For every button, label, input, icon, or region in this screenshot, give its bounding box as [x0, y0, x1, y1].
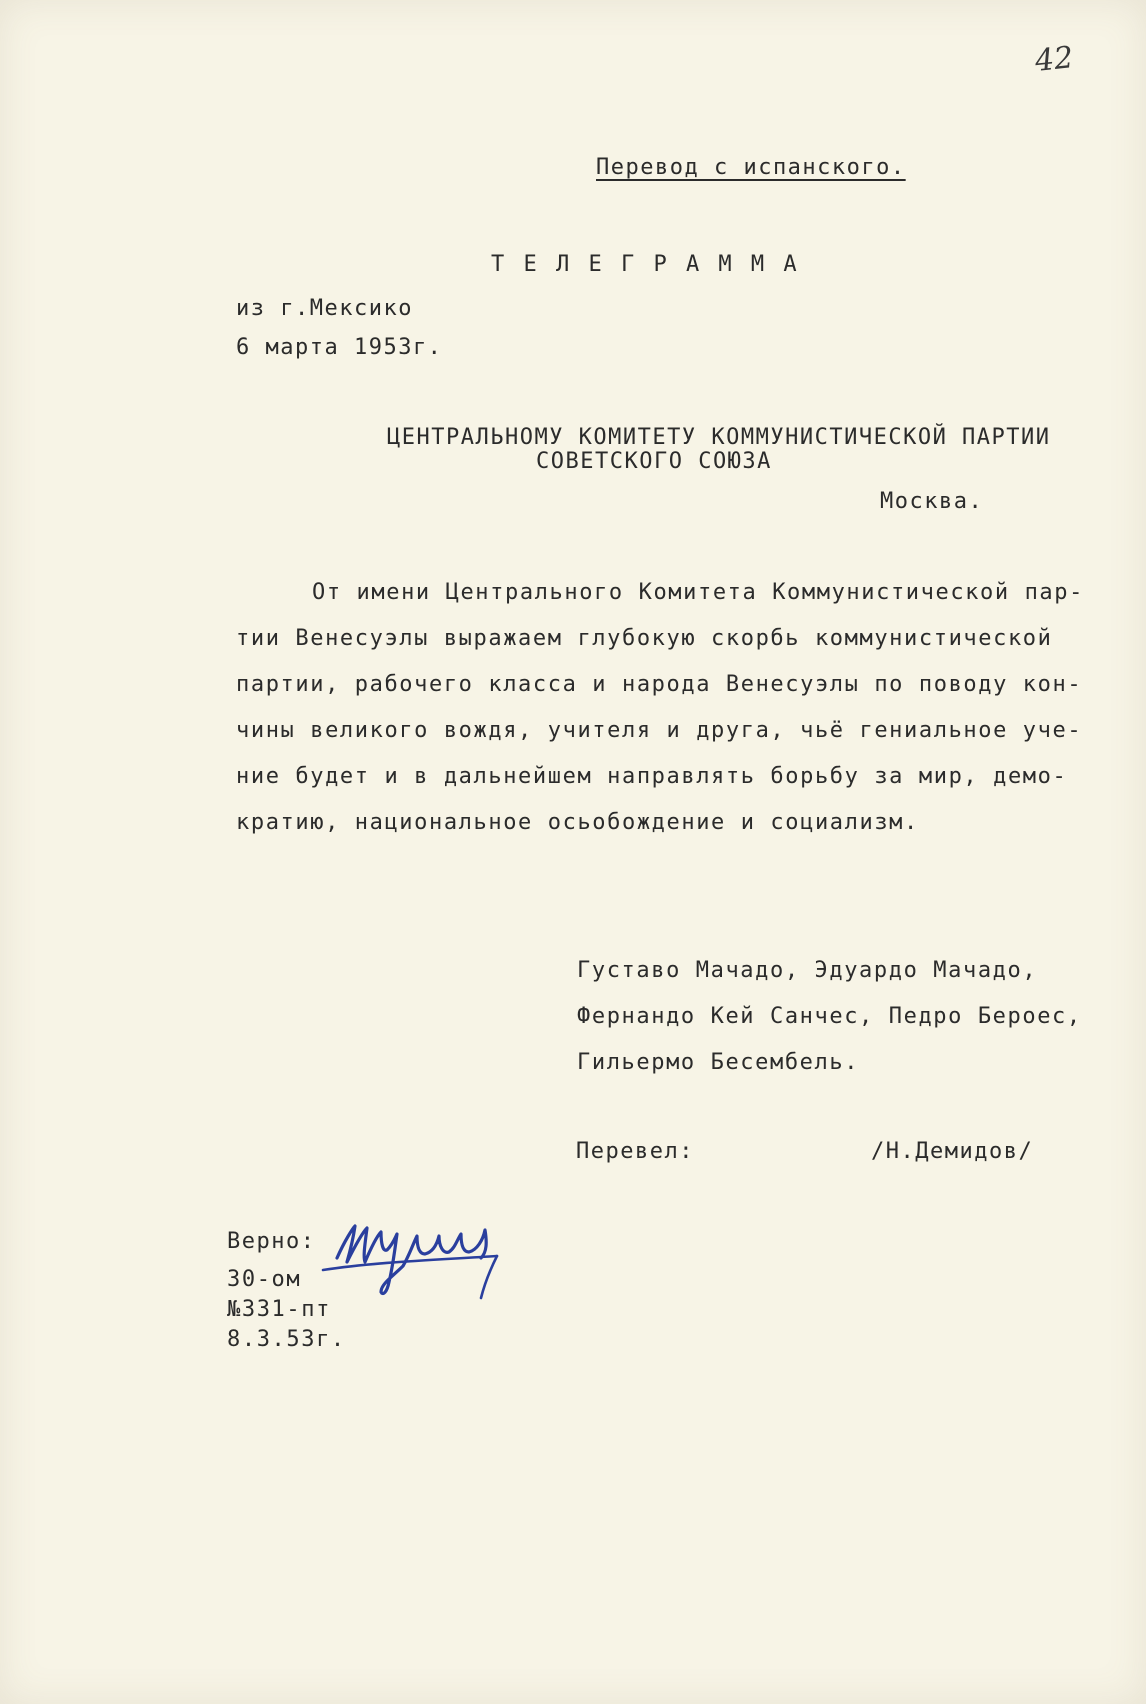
addressee-city: Москва.	[880, 489, 984, 514]
handwritten-signature	[315, 1200, 525, 1310]
certification-copies: 30-ом	[227, 1267, 302, 1292]
archive-page-number: 42	[1033, 40, 1075, 79]
telegram-date: 6 марта 1953г.	[236, 335, 443, 360]
signatory-line: Густаво Мачадо, Эдуардо Мачадо,	[577, 958, 1038, 983]
signatory-line: Гильермо Бесембель.	[577, 1050, 860, 1075]
body-line: кратию, национальное осьобождение и социализм.	[236, 810, 919, 835]
telegram-origin: из г.Мексико	[236, 296, 413, 321]
certification-label: Верно:	[227, 1229, 316, 1254]
certification-reference: №331-пт	[227, 1297, 331, 1322]
translator-label: Перевел:	[576, 1139, 694, 1164]
body-line: партии, рабочего класса и народа Венесуэлы по поводу кон-	[236, 672, 1083, 697]
body-line: чины великого вождя, учителя и друга, чьё гениальное уче-	[236, 718, 1083, 743]
translator-name: /Н.Демидов/	[871, 1139, 1034, 1164]
addressee-line-1: ЦЕНТРАЛЬНОМУ КОМИТЕТУ КОММУНИСТИЧЕСКОЙ ПАРТИИ	[387, 425, 1051, 450]
certification-date: 8.3.53г.	[227, 1327, 346, 1352]
addressee-line-2: СОВЕТСКОГО СОЮЗА	[536, 449, 772, 474]
translation-note: Перевод с испанского.	[596, 155, 906, 180]
body-line: От имени Центрального Комитета Коммунистической пар-	[312, 580, 1084, 605]
body-line: ние будет и в дальнейшем направлять борьбу за мир, демо-	[236, 764, 1068, 789]
signatories-block	[577, 958, 1082, 1096]
signatory-line: Фернандо Кей Санчес, Педро Бероес,	[577, 1004, 1082, 1029]
body-line: тии Венесуэлы выражаем глубокую скорбь коммунистической	[236, 626, 1053, 651]
document-type-title: Т Е Л Е Г Р А М М А	[491, 252, 800, 277]
telegram-body	[236, 570, 1096, 846]
